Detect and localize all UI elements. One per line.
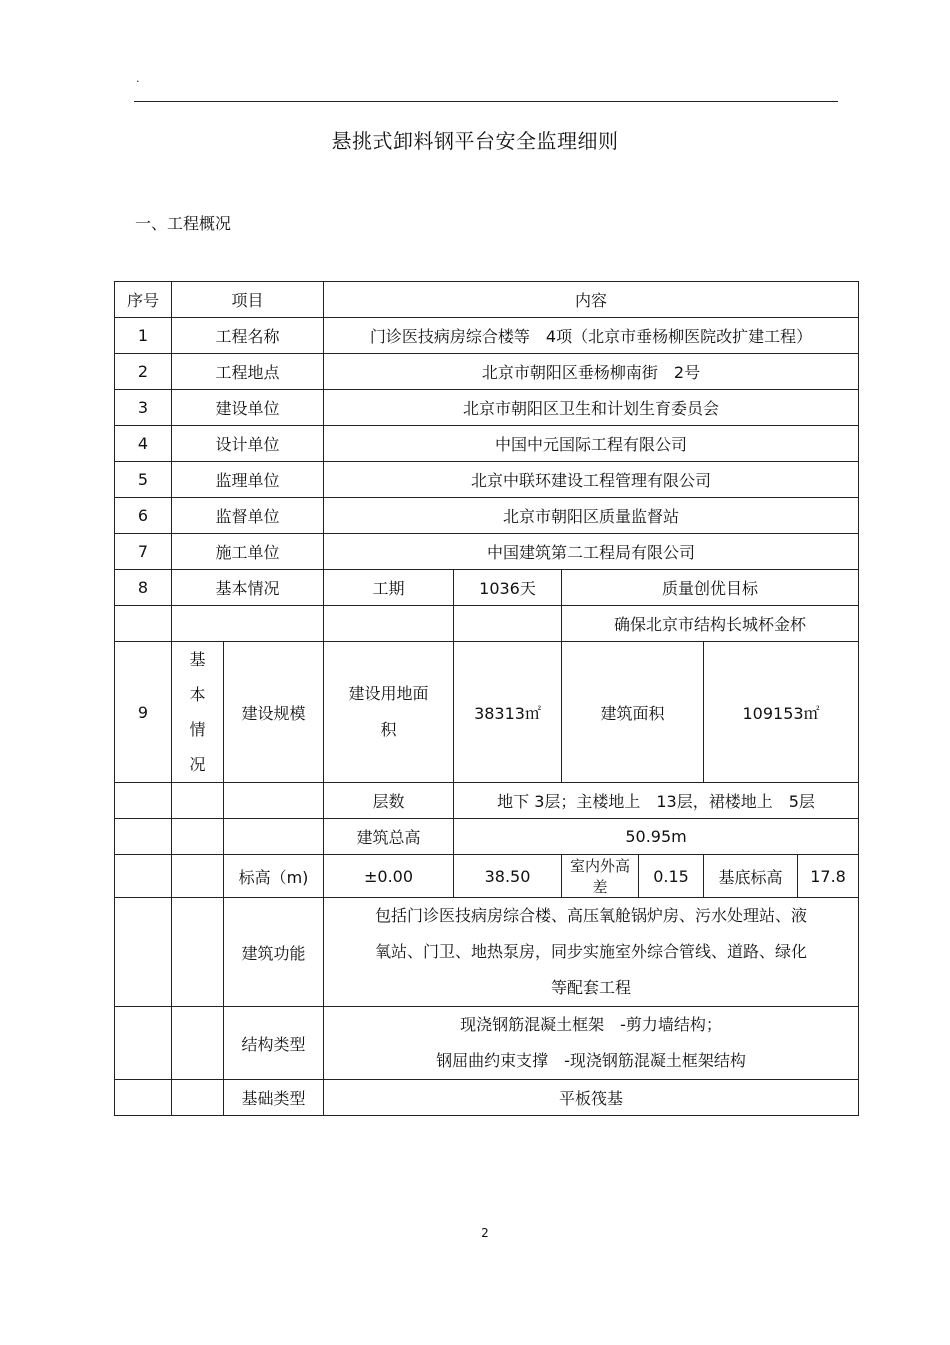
quality-target-label: 质量创优目标 xyxy=(562,570,859,606)
page-number: 2 xyxy=(481,1226,489,1240)
row-content: 中国建筑第二工程局有限公司 xyxy=(324,534,859,570)
row-item: 施工单位 xyxy=(172,534,324,570)
function-line: 氧站、门卫、地热泵房，同步实施室外综合管线、道路、绿化 xyxy=(375,942,808,961)
total-height-value: 50.95m xyxy=(454,819,859,855)
vertical-char: 况 xyxy=(189,755,206,774)
building-area-label: 建筑面积 xyxy=(562,642,704,783)
row-seq: 7 xyxy=(115,534,172,570)
land-area-value: 38313㎡ xyxy=(454,642,562,783)
foundation-label: 基础类型 xyxy=(224,1080,324,1116)
land-area-label xyxy=(324,642,454,783)
table-row-total-height xyxy=(115,819,859,855)
table-header-row xyxy=(115,282,859,318)
land-area-label-line: 建设用地面 xyxy=(348,684,429,703)
row-seq: 6 xyxy=(115,498,172,534)
vertical-char: 本 xyxy=(189,685,206,704)
table-row-structure xyxy=(115,1007,859,1080)
basic-info-vertical-label xyxy=(172,642,224,783)
empty-cell xyxy=(115,898,172,1007)
floors-value: 地下 3层；主楼地上 13层，裙楼地上 5层 xyxy=(454,783,859,819)
structure-line: 现浇钢筋混凝土框架 -剪力墙结构； xyxy=(460,1015,722,1034)
header-item: 项目 xyxy=(172,282,324,318)
table-row xyxy=(115,318,859,354)
table-row-function xyxy=(115,898,859,1007)
elevation-label: 标高（m) xyxy=(224,855,324,898)
row-content: 北京市朝阳区垂杨柳南街 2号 xyxy=(324,354,859,390)
header-dot: . xyxy=(136,72,140,85)
row-item: 基本情况 xyxy=(172,570,324,606)
row-item: 工程地点 xyxy=(172,354,324,390)
row-item: 建设单位 xyxy=(172,390,324,426)
row-item: 监理单位 xyxy=(172,462,324,498)
empty-cell xyxy=(115,1080,172,1116)
vertical-char: 情 xyxy=(189,720,206,739)
table-row xyxy=(115,534,859,570)
base-elevation-label: 基底标高 xyxy=(704,855,798,898)
floors-label: 层数 xyxy=(324,783,454,819)
foundation-value: 平板筏基 xyxy=(324,1080,859,1116)
header-content: 内容 xyxy=(324,282,859,318)
function-label: 建筑功能 xyxy=(224,898,324,1007)
total-height-label: 建筑总高 xyxy=(324,819,454,855)
row-content: 中国中元国际工程有限公司 xyxy=(324,426,859,462)
function-value xyxy=(324,898,859,1007)
indoor-outdoor-diff-label: 室内外高差 xyxy=(562,855,639,898)
table-row-scale xyxy=(115,642,859,783)
elevation-zero: ±0.00 xyxy=(324,855,454,898)
row-seq: 9 xyxy=(115,642,172,783)
project-overview-table xyxy=(114,281,859,1116)
row-item: 监督单位 xyxy=(172,498,324,534)
table-row xyxy=(115,390,859,426)
period-value: 1036天 xyxy=(454,570,562,606)
table-row-foundation xyxy=(115,1080,859,1116)
row-seq: 3 xyxy=(115,390,172,426)
empty-cell xyxy=(172,855,224,898)
scale-label: 建设规模 xyxy=(224,642,324,783)
document-title: 悬挑式卸料钢平台安全监理细则 xyxy=(331,129,619,153)
row-content: 北京市朝阳区卫生和计划生育委员会 xyxy=(324,390,859,426)
structure-line: 钢屈曲约束支撑 -现浇钢筋混凝土框架结构 xyxy=(436,1051,746,1070)
function-line: 等配套工程 xyxy=(551,978,632,997)
empty-cell xyxy=(224,819,324,855)
empty-cell xyxy=(172,1080,224,1116)
function-line: 包括门诊医技病房综合楼、高压氧舱锅炉房、污水处理站、液 xyxy=(375,906,808,925)
row-seq: 8 xyxy=(115,570,172,606)
row-item: 设计单位 xyxy=(172,426,324,462)
table-row-elevation xyxy=(115,855,859,898)
structure-label: 结构类型 xyxy=(224,1007,324,1080)
building-area-value: 109153㎡ xyxy=(704,642,859,783)
row-content: 北京中联环建设工程管理有限公司 xyxy=(324,462,859,498)
empty-cell xyxy=(115,855,172,898)
quality-target-value: 确保北京市结构长城杯金杯 xyxy=(562,606,859,642)
row-seq: 4 xyxy=(115,426,172,462)
empty-cell xyxy=(454,606,562,642)
empty-cell xyxy=(172,1007,224,1080)
table-row-quality xyxy=(115,606,859,642)
table-row xyxy=(115,462,859,498)
elevation-value: 38.50 xyxy=(454,855,562,898)
empty-cell xyxy=(172,783,224,819)
section-heading: 一、工程概况 xyxy=(135,214,232,233)
row-seq: 2 xyxy=(115,354,172,390)
empty-cell xyxy=(115,1007,172,1080)
period-label: 工期 xyxy=(324,570,454,606)
table-row xyxy=(115,498,859,534)
row-seq: 5 xyxy=(115,462,172,498)
row-content: 门诊医技病房综合楼等 4项（北京市垂杨柳医院改扩建工程） xyxy=(324,318,859,354)
empty-cell xyxy=(224,783,324,819)
empty-cell xyxy=(172,819,224,855)
header-seq: 序号 xyxy=(115,282,172,318)
table-row xyxy=(115,354,859,390)
table-row-basic-info xyxy=(115,570,859,606)
row-seq: 1 xyxy=(115,318,172,354)
header-rule xyxy=(134,101,838,102)
base-elevation-value: 17.8 xyxy=(798,855,859,898)
empty-cell xyxy=(115,606,172,642)
empty-cell xyxy=(115,819,172,855)
land-area-label-line: 积 xyxy=(380,720,397,739)
empty-cell xyxy=(172,898,224,1007)
empty-cell xyxy=(172,606,324,642)
empty-cell xyxy=(324,606,454,642)
empty-cell xyxy=(115,783,172,819)
table-row-floors xyxy=(115,783,859,819)
row-content: 北京市朝阳区质量监督站 xyxy=(324,498,859,534)
vertical-char: 基 xyxy=(189,650,206,669)
row-item: 工程名称 xyxy=(172,318,324,354)
indoor-outdoor-diff-value: 0.15 xyxy=(639,855,704,898)
table-row xyxy=(115,426,859,462)
structure-value xyxy=(324,1007,859,1080)
